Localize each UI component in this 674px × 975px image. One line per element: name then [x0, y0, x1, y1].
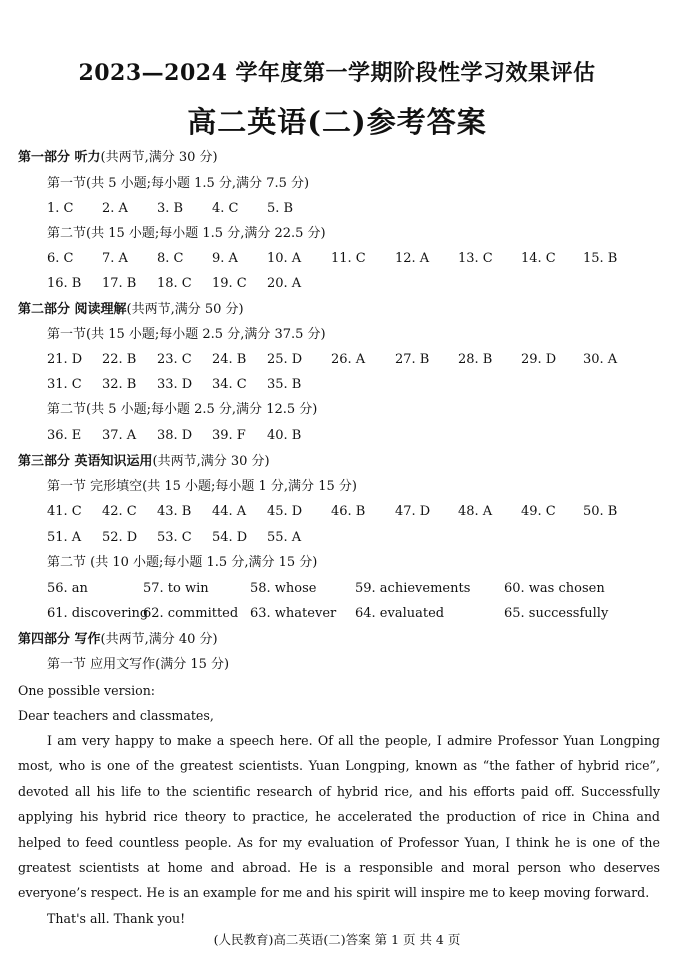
- answer-item: 2. A: [102, 201, 128, 216]
- answer-item: 50. B: [583, 504, 618, 519]
- answer-item: 9. A: [212, 251, 238, 266]
- answer-item: 28. B: [458, 352, 493, 367]
- part2-note: (共两节,满分 50 分): [126, 302, 244, 317]
- part4-sec1-title: 第一节 应用文写作(满分 15 分): [47, 657, 230, 672]
- answer-item: 11. C: [331, 251, 366, 266]
- answer-item: 41. C: [47, 504, 82, 519]
- part1-sec2-row1: [47, 251, 647, 267]
- answer-item: 13. C: [458, 251, 493, 266]
- answer-item: 21. D: [47, 352, 83, 367]
- page-footer: (人民教育)高二英语(二)答案 第 1 页 共 4 页: [213, 932, 461, 947]
- answer-item: 54. D: [212, 530, 248, 545]
- part2-sec2-answers: [47, 428, 647, 444]
- part1-title: 第一部分 听力: [18, 150, 101, 165]
- answer-item: 46. B: [331, 504, 366, 519]
- answer-item: 26. A: [331, 352, 366, 367]
- answer-item: 55. A: [267, 530, 302, 545]
- answer-item: 30. A: [583, 352, 618, 367]
- answer-item: 22. B: [102, 352, 137, 367]
- answer-item: 43. B: [157, 504, 192, 519]
- answer-item: 6. C: [47, 251, 74, 266]
- answer-item: 60. was chosen: [504, 581, 605, 596]
- part3-sec1-row1: [47, 504, 647, 520]
- letter-greeting: Dear teachers and classmates,: [18, 708, 214, 723]
- answer-item: 23. C: [157, 352, 192, 367]
- answer-item: 16. B: [47, 276, 82, 291]
- part3-sec1-title: 第一节 完形填空(共 15 小题;每小题 1 分,满分 15 分): [47, 479, 357, 494]
- part1-note: (共两节,满分 30 分): [100, 150, 218, 165]
- answer-item: 3. B: [157, 201, 184, 216]
- answer-item: 32. B: [102, 377, 137, 392]
- answer-item: 39. F: [212, 428, 246, 443]
- answer-item: 36. E: [47, 428, 82, 443]
- part1-sec1-title: 第一节(共 5 小题;每小题 1.5 分,满分 7.5 分): [47, 176, 310, 191]
- letter-closing: That's all. Thank you!: [47, 911, 186, 926]
- answer-item: 52. D: [102, 530, 138, 545]
- answer-item: 47. D: [395, 504, 431, 519]
- answer-item: 25. D: [267, 352, 303, 367]
- part2-sec1-row2: [47, 377, 647, 393]
- answer-item: 33. D: [157, 377, 193, 392]
- version-label: One possible version:: [18, 683, 156, 698]
- answer-item: 5. B: [267, 201, 294, 216]
- part1-sec2-row2: [47, 276, 647, 292]
- answer-item: 59. achievements: [355, 581, 471, 596]
- answer-item: 51. A: [47, 530, 82, 545]
- answer-item: 40. B: [267, 428, 302, 443]
- letter-body: I am very happy to make a speech here. Of all the people, I admire Professor Yuan Longping most, who is one of the greatest scientists. Yuan Longping, known as “the father of hybrid rice”, devoted all his life to the scientific research of hybrid rice, and his efforts paid off. Successfully applying his hybrid rice theory to practice, he accelerated the production of rice in China and helped to feed countless people. As for my evaluation of Professor Yuan, I think he is one of the greatest scientists at home and abroad. He is a responsible and moral person who deserves everyone’s respect. He is an example for me and his spirit will inspire me to keep moving forward.: [18, 733, 660, 901]
- answer-item: 62. committed: [143, 606, 239, 621]
- answer-item: 48. A: [458, 504, 493, 519]
- answer-item: 35. B: [267, 377, 302, 392]
- answer-item: 56. an: [47, 581, 88, 596]
- part4-heading: [18, 632, 218, 648]
- part4-title: 第四部分 写作: [18, 632, 101, 647]
- document-title: 2023—2024 学年度第一学期阶段性学习效果评估: [78, 60, 596, 86]
- part3-title: 第三部分 英语知识运用: [18, 454, 153, 469]
- part3-sec2-row2: [47, 606, 657, 622]
- answer-item: 37. A: [102, 428, 137, 443]
- part3-sec1-row2: [47, 530, 647, 546]
- answer-item: 18. C: [157, 276, 192, 291]
- answer-item: 38. D: [157, 428, 193, 443]
- answer-item: 4. C: [212, 201, 239, 216]
- part2-sec2-title: 第二节(共 5 小题;每小题 2.5 分,满分 12.5 分): [47, 402, 318, 417]
- part1-heading: [18, 150, 218, 166]
- answer-item: 31. C: [47, 377, 82, 392]
- answer-item: 19. C: [212, 276, 247, 291]
- part1-sec1-answers: [47, 201, 647, 217]
- answer-item: 17. B: [102, 276, 137, 291]
- part2-title: 第二部分 阅读理解: [18, 302, 127, 317]
- answer-item: 34. C: [212, 377, 247, 392]
- answer-item: 58. whose: [250, 581, 317, 596]
- answer-item: 65. successfully: [504, 606, 609, 621]
- answer-item: 64. evaluated: [355, 606, 445, 621]
- part2-heading: [18, 302, 244, 318]
- document-subtitle: 高二英语(二)参考答案: [187, 105, 487, 139]
- answer-item: 57. to win: [143, 581, 209, 596]
- part3-note: (共两节,满分 30 分): [152, 454, 270, 469]
- part3-heading: [18, 454, 270, 470]
- answer-item: 27. B: [395, 352, 430, 367]
- answer-item: 45. D: [267, 504, 303, 519]
- part3-sec2-row1: [47, 581, 657, 597]
- answer-item: 20. A: [267, 276, 302, 291]
- answer-item: 10. A: [267, 251, 302, 266]
- answer-item: 61. discovering: [47, 606, 149, 621]
- answer-item: 14. C: [521, 251, 556, 266]
- answer-item: 49. C: [521, 504, 556, 519]
- part1-sec2-title: 第二节(共 15 小题;每小题 1.5 分,满分 22.5 分): [47, 226, 326, 241]
- part3-sec2-title: 第二节 (共 10 小题;每小题 1.5 分,满分 15 分): [47, 555, 318, 570]
- answer-item: 24. B: [212, 352, 247, 367]
- part2-sec1-title: 第一节(共 15 小题;每小题 2.5 分,满分 37.5 分): [47, 327, 326, 342]
- part4-note: (共两节,满分 40 分): [100, 632, 218, 647]
- answer-item: 29. D: [521, 352, 557, 367]
- answer-item: 53. C: [157, 530, 192, 545]
- answer-item: 42. C: [102, 504, 137, 519]
- answer-item: 63. whatever: [250, 606, 337, 621]
- answer-item: 7. A: [102, 251, 128, 266]
- answer-item: 15. B: [583, 251, 618, 266]
- part2-sec1-row1: [47, 352, 647, 368]
- answer-item: 1. C: [47, 201, 74, 216]
- answer-item: 44. A: [212, 504, 247, 519]
- answer-item: 8. C: [157, 251, 184, 266]
- answer-item: 12. A: [395, 251, 430, 266]
